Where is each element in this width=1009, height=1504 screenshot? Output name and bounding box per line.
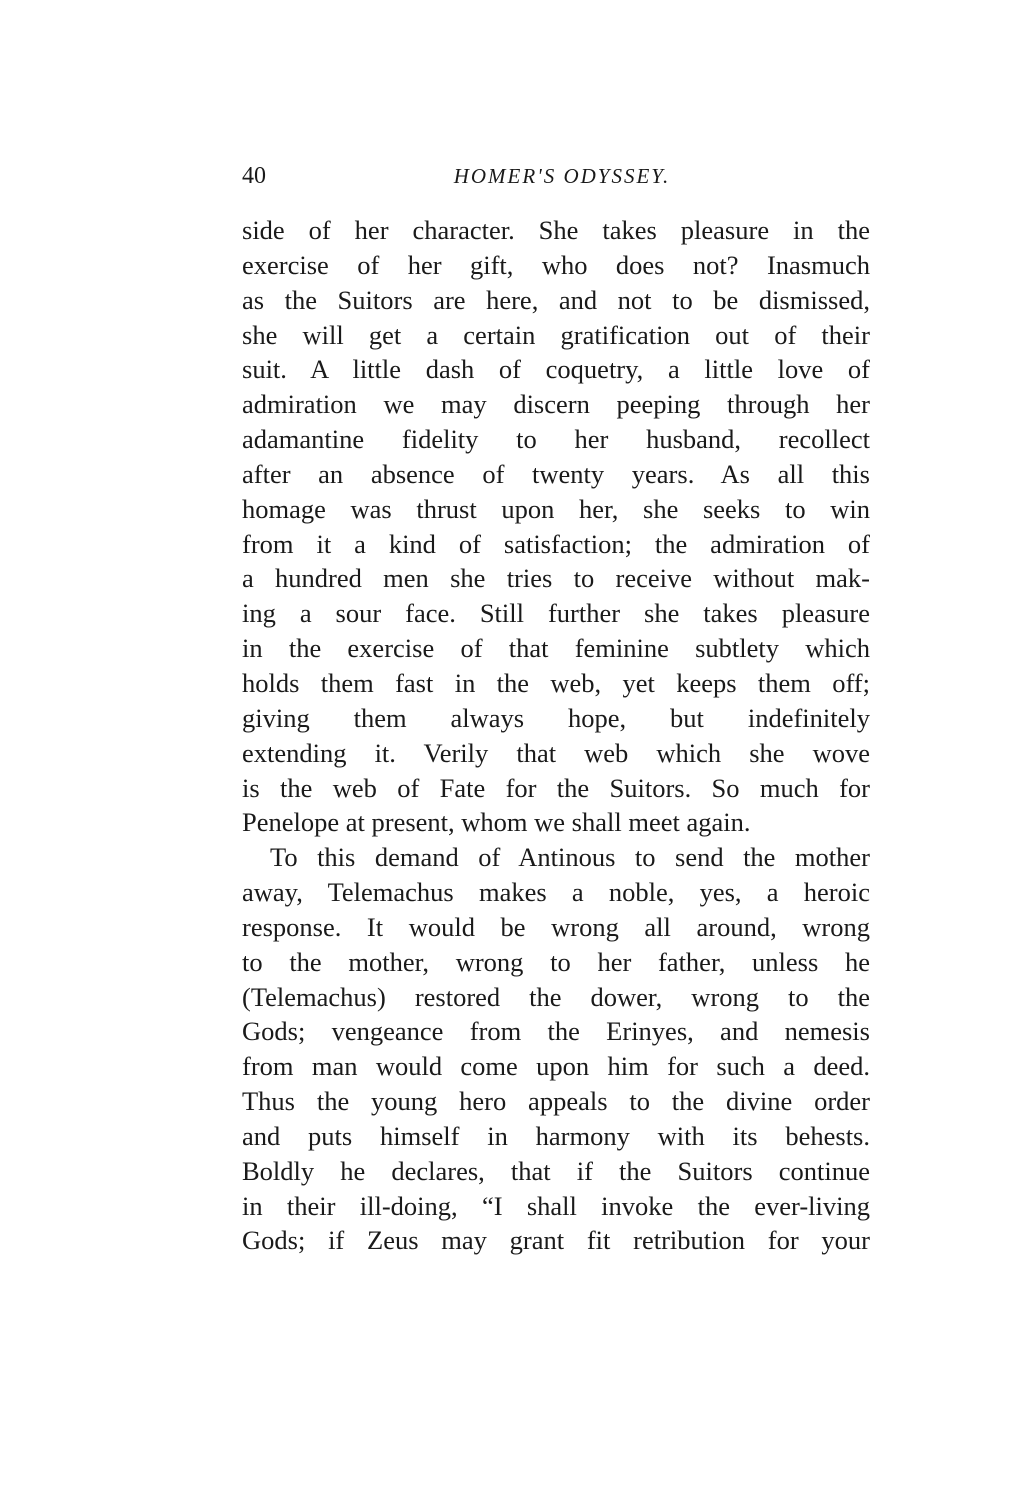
- text-line: Gods; vengeance from the Erinyes, and nemesis: [242, 1016, 870, 1047]
- text-line: holds them fast in the web, yet keeps them off;: [242, 667, 870, 698]
- text-line: suit. A little dash of coquetry, a little love of: [242, 354, 870, 385]
- text-line: exercise of her gift, who does not? Inasmuch: [242, 249, 870, 280]
- text-line: admiration we may discern peeping through her: [242, 389, 870, 420]
- text-line: in their ill-doing, “I shall invoke the ever-living: [242, 1190, 870, 1221]
- text-line: a hundred men she tries to receive without mak-: [242, 563, 870, 594]
- text-line: Boldly he declares, that if the Suitors continue: [242, 1155, 870, 1186]
- text-line: side of her character. She takes pleasure in the: [242, 215, 870, 245]
- text-line: to the mother, wrong to her father, unless he: [242, 946, 870, 977]
- text-line: after an absence of twenty years. As all this: [242, 458, 870, 489]
- text-line: giving them always hope, but indefinitely: [242, 702, 870, 733]
- page-number: 40: [242, 163, 266, 189]
- text-line: Thus the young hero appeals to the divine order: [242, 1086, 870, 1117]
- text-line: and puts himself in harmony with its behests.: [242, 1120, 870, 1151]
- running-title: HOMER'S ODYSSEY.: [453, 164, 671, 188]
- running-head: [242, 158, 872, 194]
- text-line: away, Telemachus makes a noble, yes, a heroic: [242, 877, 870, 908]
- body-text: [242, 213, 870, 1258]
- paragraph: [242, 213, 870, 840]
- text-line: ing a sour face. Still further she takes pleasure: [242, 598, 870, 629]
- text-line: To this demand of Antinous to send the mother: [270, 842, 870, 873]
- text-line: homage was thrust upon her, she seeks to win: [242, 493, 870, 524]
- text-line: adamantine fidelity to her husband, recollect: [242, 424, 870, 455]
- paragraph: [242, 840, 870, 1258]
- text-line: in the exercise of that feminine subtlety which: [242, 633, 870, 664]
- text-line: she will get a certain gratification out of their: [242, 319, 870, 350]
- text-line: response. It would be wrong all around, wrong: [242, 911, 870, 942]
- text-line: (Telemachus) restored the dower, wrong to the: [242, 981, 870, 1012]
- text-line: extending it. Verily that web which she wove: [242, 737, 870, 768]
- text-line: as the Suitors are here, and not to be dismissed,: [242, 284, 870, 315]
- text-line: Gods; if Zeus may grant fit retribution for your: [242, 1225, 870, 1256]
- text-line: Penelope at present, whom we shall meet again.: [242, 807, 751, 838]
- text-line: from man would come upon him for such a deed.: [242, 1051, 870, 1082]
- text-line: is the web of Fate for the Suitors. So much for: [242, 772, 870, 803]
- text-line: from it a kind of satisfaction; the admiration of: [242, 528, 870, 559]
